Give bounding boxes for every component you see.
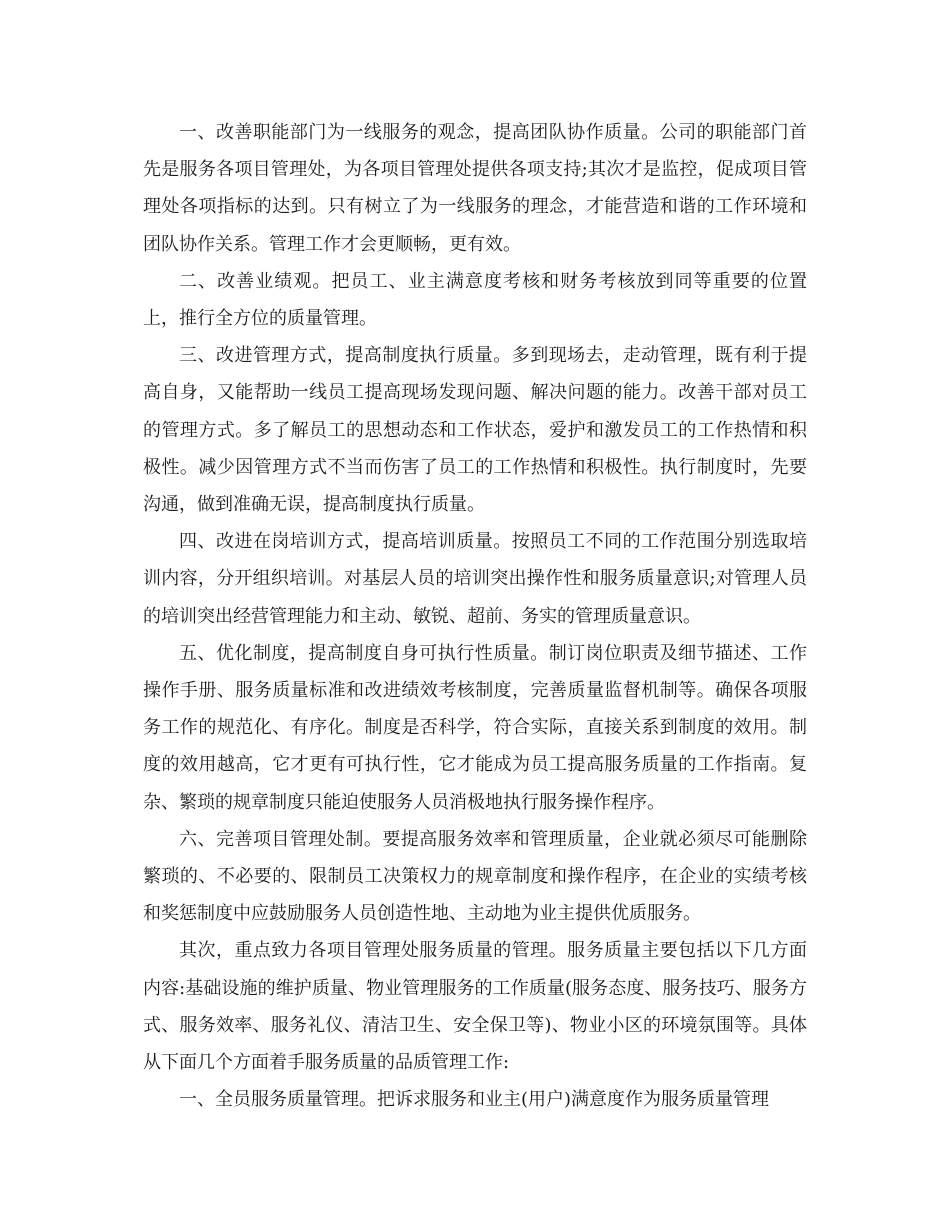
paragraph-full-staff-quality: 一、全员服务质量管理。把诉求服务和业主(用户)满意度作为服务质量管理 <box>179 1089 770 1111</box>
paragraph-service-quality-focus: 其次，重点致力各项目管理处服务质量的管理。服务质量主要包括以下几方面内容:基础设施的维护质量、物业管理服务的工作质量(服务态度、服务技巧、服务方式、服务效率、服务礼仪、清洁卫生、安全保卫等)、物业小区的环境氛围等。具体从下面几个方面着手服务质量的品质管理工作: <box>143 940 807 1074</box>
paragraph-optimize-system: 五、优化制度，提高制度自身可执行性质量。制订岗位职责及细节描述、工作操作手册、服务质量标准和改进绩效考核制度，完善质量监督机制等。确保各项服务工作的规范化、有序化。制度是否科学，符合实际，直接关系到制度的效用。制度的效用越高，它才更有可执行性，它才能成为员工提高服务质量的工作指南。复杂、繁琐的规章制度只能迫使服务人员消极地执行服务操作程序。 <box>143 642 807 813</box>
paragraph-improve-functional-departments: 一、改善职能部门为一线服务的观念，提高团队协作质量。公司的职能部门首先是服务各项目管理处，为各项目管理处提供各项支持;其次才是监控，促成项目管理处各项指标的达到。只有树立了为一线服务的理念，才能营造和谐的工作环境和团队协作关系。管理工作才会更顺畅，更有效。 <box>143 122 807 255</box>
paragraph-project-management-office: 六、完善项目管理处制。要提高服务效率和管理质量，企业就必须尽可能删除繁琐的、不必要的、限制员工决策权力的规章制度和操作程序，在企业的实绩考核和奖惩制度中应鼓励服务人员创造性地、主动地为业主提供优质服务。 <box>143 828 807 925</box>
document-body <box>143 114 807 1118</box>
paragraph-improve-training: 四、改进在岗培训方式，提高培训质量。按照员工不同的工作范围分别选取培训内容，分开组织培训。对基层人员的培训突出操作性和服务质量意识;对管理人员的培训突出经营管理能力和主动、敏锐、超前、务实的管理质量意识。 <box>143 531 807 627</box>
paragraph-improve-performance-view: 二、改善业绩观。把员工、业主满意度考核和财务考核放到同等重要的位置上，推行全方位的质量管理。 <box>143 270 807 330</box>
paragraph-improve-management-style: 三、改进管理方式，提高制度执行质量。多到现场去，走动管理，既有利于提高自身，又能帮助一线员工提高现场发现问题、解决问题的能力。改善干部对员工的管理方式。多了解员工的思想动态和工作状态，爱护和激发员工的工作热情和积极性。减少因管理方式不当而伤害了员工的工作热情和积极性。执行制度时，先要沟通，做到准确无误，提高制度执行质量。 <box>143 345 807 516</box>
